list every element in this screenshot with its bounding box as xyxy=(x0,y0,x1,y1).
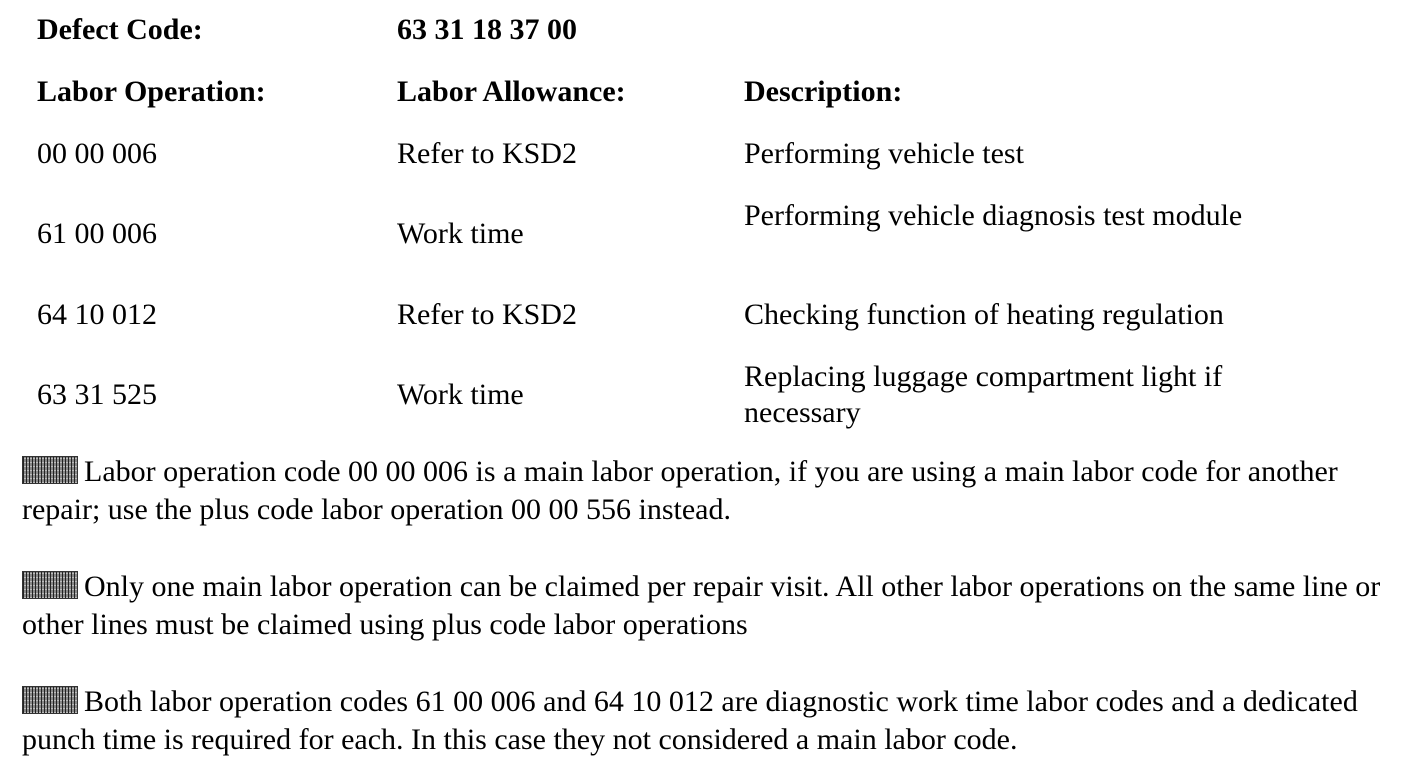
note-text: Only one main labor operation can be claimed per repair visit. All other labor operations on the same line or other lines must be claimed using plus code labor operations xyxy=(22,570,1381,641)
labor-code: 64 10 012 xyxy=(37,298,157,331)
header-labor-allowance: Labor Allowance: xyxy=(397,75,626,108)
note-icon xyxy=(22,686,78,714)
defect-code-label: Defect Code: xyxy=(37,13,203,46)
labor-description: Performing vehicle diagnosis test module xyxy=(744,199,1243,232)
labor-allowance: Work time xyxy=(397,217,524,250)
note-paragraph xyxy=(22,453,1392,529)
defect-code-value: 63 31 18 37 00 xyxy=(397,13,577,46)
note-text: Both labor operation codes 61 00 006 and 64 10 012 are diagnostic work time labor codes and a dedicated punch time is required for each. In this case they not considered a main labor code. xyxy=(22,685,1358,756)
labor-description: Replacing luggage compartment light if necessary xyxy=(744,360,1223,429)
labor-code: 00 00 006 xyxy=(37,137,157,170)
header-labor-operation: Labor Operation: xyxy=(37,75,266,108)
note-paragraph xyxy=(22,568,1392,644)
labor-allowance: Refer to KSD2 xyxy=(397,137,577,170)
labor-allowance: Refer to KSD2 xyxy=(397,298,577,331)
labor-allowance: Work time xyxy=(397,378,524,411)
labor-description: Checking function of heating regulation xyxy=(744,298,1224,331)
labor-code: 63 31 525 xyxy=(37,378,157,411)
note-icon xyxy=(22,571,78,599)
note-paragraph xyxy=(22,683,1392,759)
labor-description: Performing vehicle test xyxy=(744,137,1024,170)
note-text: Labor operation code 00 00 006 is a main labor operation, if you are using a main labor code for another repair; use the plus code labor operation 00 00 556 instead. xyxy=(22,455,1338,526)
note-icon xyxy=(22,456,78,484)
labor-code: 61 00 006 xyxy=(37,217,157,250)
header-description: Description: xyxy=(744,75,903,108)
